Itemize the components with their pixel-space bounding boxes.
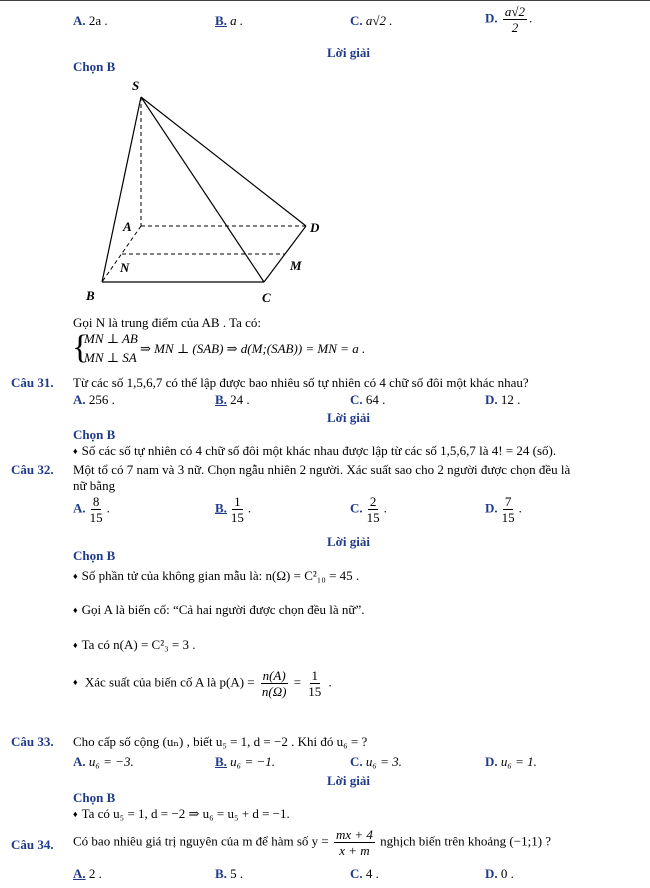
q32-solution-line-4: ♦ Xác suất của biến cố A là p(A) = $\frac{n(A)}{n(\Omega)}$ = $\frac{1}{15}$ . (73, 668, 332, 699)
q33-answer-b: B. u₆ = −1. (215, 754, 275, 769)
q32-solution-heading: Lời giải (327, 534, 370, 549)
top-rule (0, 0, 650, 1)
q33-choice: Chọn B (73, 790, 116, 805)
q33-answer-a: A. u₆ = −3. (73, 754, 134, 769)
q32-answer-d: D. $\frac{7}{15}$ . (485, 494, 522, 525)
question-33-label: Câu 33. (11, 734, 54, 749)
q31-solution-heading: Lời giải (327, 410, 370, 425)
q31-answer-b: B. 24 . (215, 392, 250, 407)
q31-solution-text: ♦ Số các số tự nhiên có 4 chữ số đôi một khác nhau được lập từ các số 1,5,6,7 là 4! = 24 (số). (73, 443, 556, 459)
edge-sb (102, 97, 141, 282)
q33-answer-d: D. u₆ = 1. (485, 754, 537, 769)
question-34-text: Có bao nhiêu giá trị nguyên của m để hàm số y = $\frac{mx + 4}{x + m}$ nghịch biến trên khoảng (−1;1) ? (73, 827, 552, 858)
q32-answer-c: C. $\frac{2}{15}$ . (350, 494, 387, 525)
label-c: C (262, 290, 271, 305)
question-31-text: Từ các số 1,5,6,7 có thể lập được bao nhiêu số tự nhiên có 4 chữ số đôi một khác nhau? (73, 375, 529, 390)
question-33-text: Cho cấp số cộng (uₙ) , biết u₅ = 1, d = −2 . Khi đó u₆ = ? (73, 734, 368, 749)
solution-heading: Lời giải (327, 45, 370, 60)
choice-label: Chọn B (73, 59, 116, 74)
question-32-text-cont: nữ bằng (73, 478, 116, 493)
label-d: D (310, 220, 320, 235)
q32-solution-line-1: ♦ Số phần tử của không gian mẫu là: n(Ω) = C²₁₀ = 45 . (73, 568, 359, 584)
q34-answer-a: A. 2 . (73, 866, 102, 881)
q32-solution-line-3: ♦ Ta có n(A) = C²₃ = 3 . (73, 637, 195, 653)
label-a: A (123, 219, 132, 234)
q34-answer-d: D. 0 . (485, 866, 514, 881)
q32-solution-line-2: ♦ Gọi A là biến cố: “Cả hai người được chọn đều là nữ”. (73, 602, 365, 618)
pyramid-figure (80, 74, 340, 310)
q31-answer-d: D. 12 . (485, 392, 521, 407)
q32-answer-b: B. $\frac{1}{15}$ . (215, 494, 252, 525)
q34-answer-b: B. 5 . (215, 866, 244, 881)
q32-answer-a: A. $\frac{8}{15}$ . (73, 494, 110, 525)
prev-answer-a: A. 2a . (73, 13, 108, 28)
label-b: B (86, 288, 95, 303)
edge-sd (141, 97, 306, 226)
q33-solution-heading: Lời giải (327, 773, 370, 788)
q31-choice: Chọn B (73, 427, 116, 442)
q31-answer-a: A. 256 . (73, 392, 115, 407)
label-s: S (132, 78, 140, 93)
prev-answer-d: D. $\frac{a√2}{2}$ . (485, 4, 533, 35)
solution-line: Gọi N là trung điểm của AB . Ta có: (73, 315, 262, 330)
question-32-label: Câu 32. (11, 462, 54, 477)
q31-answer-c: C. 64 . (350, 392, 386, 407)
fraction: $\frac{a√2}{2}$ (504, 4, 526, 35)
q32-choice: Chọn B (73, 548, 116, 563)
question-34-label: Câu 34. (11, 837, 54, 852)
prev-answer-c: C. a√2 . (350, 13, 393, 28)
question-31-label: Câu 31. (11, 375, 54, 390)
q33-solution-text: ♦ Ta có u₅ = 1, d = −2 ⇒ u₆ = u₅ + d = −1. (73, 806, 290, 822)
label-m: M (290, 258, 302, 273)
q33-answer-c: C. u₆ = 3. (350, 754, 402, 769)
question-32-text: Một tổ có 7 nam và 3 nữ. Chọn ngẫu nhiên 2 người. Xác suất sao cho 2 người được chọn đều là (73, 462, 571, 477)
q34-answer-c: C. 4 . (350, 866, 379, 881)
prev-answer-b: B. a . (215, 13, 244, 28)
label-n: N (120, 260, 130, 275)
